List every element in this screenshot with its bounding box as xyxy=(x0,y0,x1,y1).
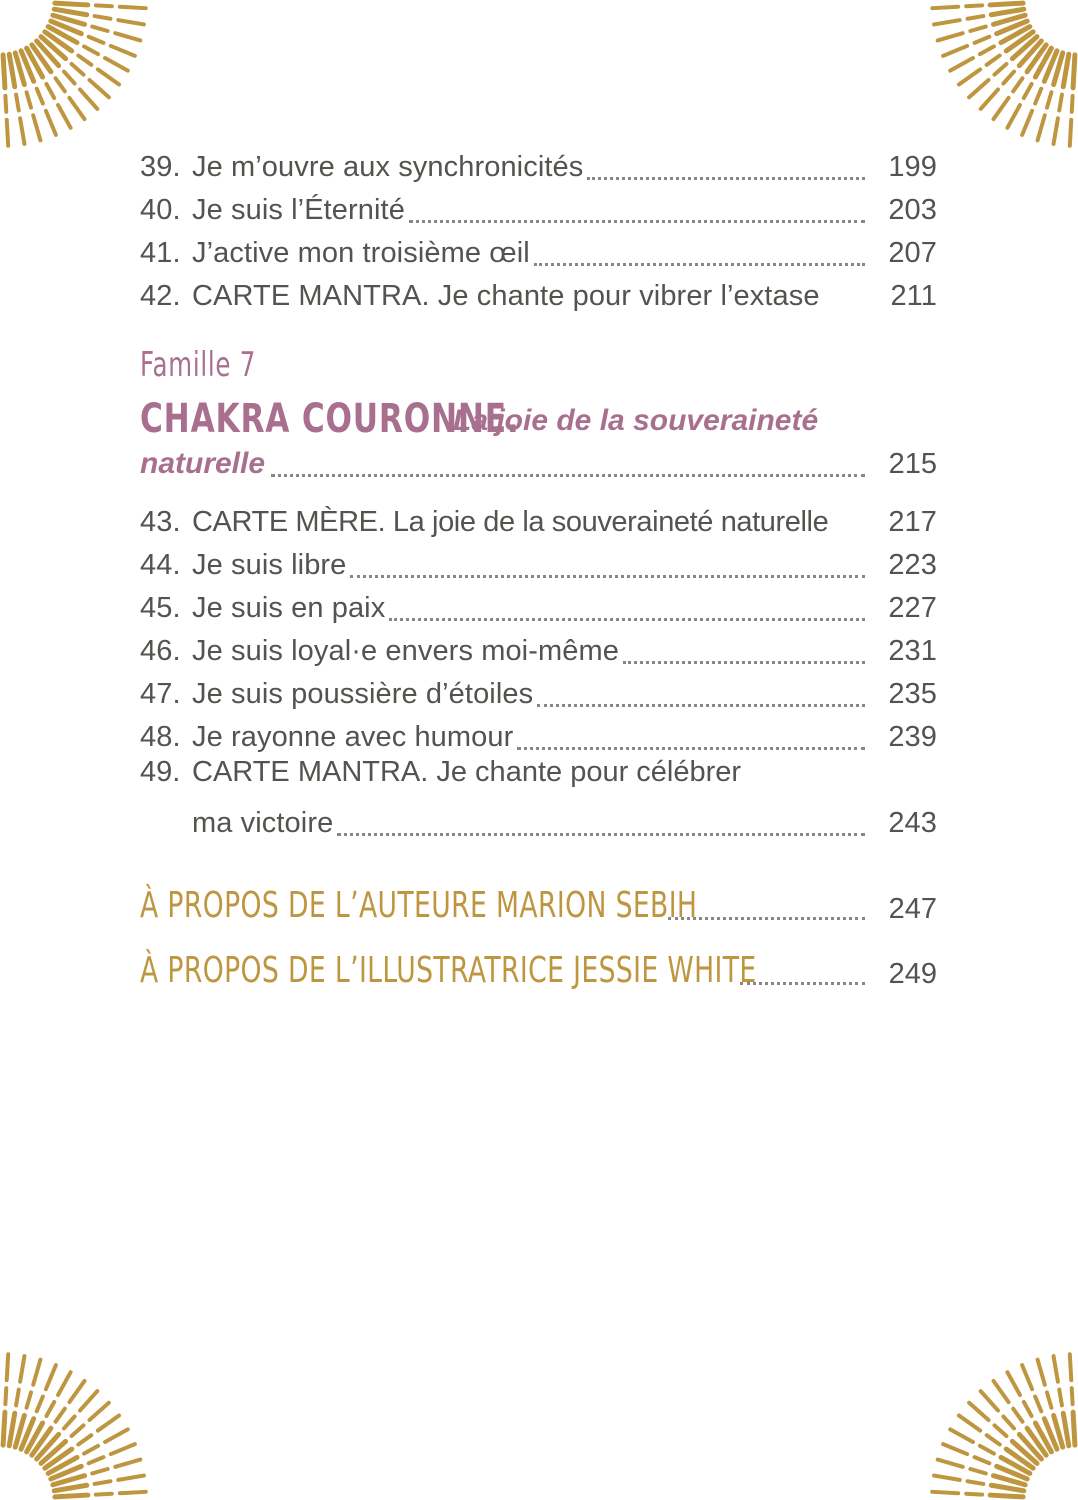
entry-page: 215 xyxy=(888,448,937,480)
entry-page: 231 xyxy=(888,635,937,667)
dot-leader xyxy=(740,974,865,985)
sunburst-ray xyxy=(1024,1402,1032,1416)
sunburst-ray xyxy=(1059,95,1062,111)
sunburst-ray xyxy=(1063,54,1069,87)
entry-number: 48. xyxy=(140,721,181,753)
entry-number: 46. xyxy=(140,635,181,667)
sunburst-ray xyxy=(46,84,54,98)
sunburst-ray xyxy=(1035,89,1041,104)
entry-page: 243 xyxy=(888,807,937,839)
sunburst-ray xyxy=(27,92,31,107)
sunburst-ray xyxy=(95,1481,111,1484)
entry-title: CARTE MANTRA. Je chante pour célébrer xyxy=(192,756,742,788)
sunburst-ray xyxy=(7,120,8,146)
sunburst-ray xyxy=(1024,84,1032,98)
sunburst-ray xyxy=(105,58,128,71)
section-subtitle-cont: naturelle xyxy=(140,447,266,480)
sunburst-ray xyxy=(980,1446,994,1454)
sunburst-ray xyxy=(1073,55,1075,88)
sunburst-ray xyxy=(80,89,97,108)
sunburst-ray xyxy=(92,27,107,31)
entry-title: CARTE MÈRE. La joie de la souveraineté naturelle xyxy=(192,506,829,538)
sunburst-ray xyxy=(58,105,71,128)
sunburst-ray xyxy=(1070,120,1071,146)
sunburst-ray xyxy=(990,1495,1023,1497)
entry-page: 203 xyxy=(888,194,937,226)
entry-number: 41. xyxy=(140,237,181,269)
sunburst-ray xyxy=(27,1392,31,1407)
sunburst-ray xyxy=(975,37,990,43)
sunburst-ray xyxy=(54,9,87,15)
sunburst-ray xyxy=(20,1356,24,1382)
entry-page: 211 xyxy=(890,280,937,312)
section-entry[interactable] xyxy=(140,441,937,481)
sunburst-ray xyxy=(1022,111,1032,135)
sunburst-ray xyxy=(1007,105,1020,128)
sunburst-ray xyxy=(1073,1412,1075,1445)
dot-leader xyxy=(350,567,865,578)
entry-title: Je suis loyal·e envers moi-même xyxy=(192,635,619,667)
sunburst-ray xyxy=(111,46,135,56)
sunburst-ray xyxy=(969,80,988,97)
sunburst-ray xyxy=(990,3,1023,5)
entry-page: 249 xyxy=(888,958,937,990)
entry-page: 227 xyxy=(888,592,937,624)
dot-leader xyxy=(271,466,865,477)
sunburst-ray xyxy=(981,89,998,108)
sunburst-ray xyxy=(58,1372,71,1395)
toc-entry-45[interactable] xyxy=(140,585,937,625)
sunburst-ray xyxy=(966,5,982,6)
section-title: CHAKRA COURONNE. xyxy=(140,396,520,442)
sunburst-ray xyxy=(84,46,98,54)
sunburst-ray xyxy=(95,16,111,19)
toc-entry-49-line2[interactable] xyxy=(140,800,937,840)
entry-number: 44. xyxy=(140,549,181,581)
entry-number: 39. xyxy=(140,151,181,183)
entry-page: 207 xyxy=(888,237,937,269)
sunburst-ray xyxy=(934,1476,960,1480)
toc-entry-49-line1[interactable] xyxy=(140,755,741,789)
section-heading xyxy=(140,396,819,442)
sunburst-ray xyxy=(1013,1409,1022,1422)
sunburst-icon xyxy=(928,0,1078,150)
entry-number: 40. xyxy=(140,194,181,226)
sunburst-ray xyxy=(932,7,958,8)
sunburst-ray xyxy=(46,111,56,135)
sunburst-ray xyxy=(69,1381,84,1402)
entry-title: Je suis poussière d’étoiles xyxy=(192,678,534,710)
dot-leader xyxy=(537,696,865,707)
sunburst-ray xyxy=(111,1444,135,1454)
sunburst-ray xyxy=(118,20,144,24)
section-subtitle: La joie de la souveraineté xyxy=(453,404,819,437)
toc-entry-46[interactable] xyxy=(140,628,937,668)
sunburst-ray xyxy=(1054,118,1058,144)
sunburst-ray xyxy=(64,72,75,84)
sunburst-ray xyxy=(89,37,104,43)
sunburst-ray xyxy=(987,1435,1000,1444)
sunburst-ray xyxy=(98,69,119,84)
sunburst-ray xyxy=(55,3,88,5)
dot-leader xyxy=(587,169,865,180)
about-label: À PROPOS DE L’ILLUSTRATRICE JESSIE WHITE xyxy=(140,950,757,991)
sunburst-ray xyxy=(1072,1388,1073,1404)
entry-page: 235 xyxy=(888,678,937,710)
sunburst-ray xyxy=(37,89,43,104)
sunburst-ray xyxy=(9,1413,15,1446)
sunburst-ray xyxy=(968,1481,984,1484)
sunburst-ray xyxy=(78,1435,91,1444)
sunburst-ray xyxy=(938,33,963,40)
entry-number: 47. xyxy=(140,678,181,710)
sunburst-ray xyxy=(72,64,84,75)
entry-title: Je rayonne avec humour xyxy=(192,721,514,753)
sunburst-ray xyxy=(89,1457,104,1463)
sunburst-ray xyxy=(1007,1372,1020,1395)
sunburst-ray xyxy=(1063,1413,1069,1446)
entry-title: Je suis libre xyxy=(192,549,347,581)
toc-about-author[interactable] xyxy=(140,876,937,926)
sunburst-ray xyxy=(950,1429,973,1442)
sunburst-ray xyxy=(115,33,140,40)
sunburst-ray xyxy=(46,1365,56,1389)
sunburst-ray xyxy=(1070,1354,1071,1380)
dot-leader xyxy=(409,212,865,223)
sunburst-ray xyxy=(969,1403,988,1420)
sunburst-ray xyxy=(37,1397,43,1412)
sunburst-ray xyxy=(1003,1416,1014,1428)
sunburst-ray xyxy=(3,55,5,88)
sunburst-ray xyxy=(55,1495,88,1497)
toc-entry-42[interactable] xyxy=(140,273,937,313)
about-label: À PROPOS DE L’AUTEURE MARION SEBIH xyxy=(140,885,698,926)
sunburst-ray xyxy=(994,1425,1006,1436)
sunburst-ray xyxy=(966,1494,982,1495)
sunburst-ray xyxy=(118,1476,144,1480)
sunburst-ray xyxy=(938,1460,963,1467)
sunburst-ray xyxy=(1013,78,1022,91)
sunburst-ray xyxy=(959,69,980,84)
sunburst-ray xyxy=(991,9,1024,15)
sunburst-ray xyxy=(46,1402,54,1416)
sunburst-ray xyxy=(943,46,967,56)
entry-number: 42. xyxy=(140,280,181,312)
sunburst-ray xyxy=(968,16,984,19)
dot-leader xyxy=(517,739,865,750)
sunburst-ray xyxy=(980,46,994,54)
sunburst-ray xyxy=(115,1460,140,1467)
toc-entry-41[interactable] xyxy=(140,230,937,270)
sunburst-ray xyxy=(64,1416,75,1428)
sunburst-ray xyxy=(975,1457,990,1463)
sunburst-ray xyxy=(981,1391,998,1410)
entry-title: J’active mon troisième œil xyxy=(192,237,530,269)
sunburst-icon xyxy=(0,0,150,150)
dot-leader xyxy=(534,255,865,266)
toc-entry-40[interactable] xyxy=(140,187,937,227)
sunburst-ray xyxy=(1054,1356,1058,1382)
entry-page: 247 xyxy=(888,893,937,925)
toc-entry-47[interactable] xyxy=(140,671,937,711)
sunburst-ray xyxy=(20,118,24,144)
sunburst-ray xyxy=(1072,96,1073,112)
entry-number: 45. xyxy=(140,592,181,624)
sunburst-ray xyxy=(1047,92,1051,107)
entry-page: 199 xyxy=(888,151,937,183)
sunburst-ray xyxy=(1035,1397,1041,1412)
entry-title: Je suis en paix xyxy=(192,592,386,624)
sunburst-ray xyxy=(120,1492,146,1493)
sunburst-ray xyxy=(96,1494,112,1495)
sunburst-ray xyxy=(1003,72,1014,84)
toc-entry-43[interactable] xyxy=(140,499,937,539)
sunburst-ray xyxy=(56,78,65,91)
sunburst-ray xyxy=(96,5,112,6)
sunburst-ray xyxy=(3,1412,5,1445)
sunburst-ray xyxy=(92,1469,107,1473)
sunburst-ray xyxy=(33,1360,40,1385)
sunburst-ray xyxy=(1047,1392,1051,1407)
sunburst-ray xyxy=(1038,115,1045,140)
sunburst-ray xyxy=(69,98,84,119)
dot-leader xyxy=(668,909,865,920)
sunburst-ray xyxy=(80,1391,97,1410)
sunburst-ray xyxy=(970,1469,985,1473)
entry-page: 217 xyxy=(888,506,937,538)
sunburst-ray xyxy=(932,1492,958,1493)
sunburst-ray xyxy=(994,64,1006,75)
section-family-label: Famille 7 xyxy=(140,345,256,385)
sunburst-ray xyxy=(9,54,15,87)
sunburst-ray xyxy=(16,1390,19,1406)
sunburst-ray xyxy=(1038,1360,1045,1385)
sunburst-ray xyxy=(56,1409,65,1422)
entry-title: Je suis l’Éternité xyxy=(192,194,405,226)
sunburst-ray xyxy=(943,1444,967,1454)
sunburst-ray xyxy=(72,1425,84,1436)
entry-title: Je m’ouvre aux synchronicités xyxy=(192,151,584,183)
sunburst-ray xyxy=(950,58,973,71)
toc-entry-44[interactable] xyxy=(140,542,937,582)
toc-entry-39[interactable] xyxy=(140,144,937,184)
sunburst-ray xyxy=(987,56,1000,65)
entry-title-cont: ma victoire xyxy=(192,807,334,839)
entry-page: 223 xyxy=(888,549,937,581)
sunburst-ray xyxy=(105,1429,128,1442)
sunburst-ray xyxy=(994,1381,1009,1402)
dot-leader xyxy=(389,610,865,621)
sunburst-ray xyxy=(994,98,1009,119)
sunburst-ray xyxy=(89,1403,108,1420)
sunburst-ray xyxy=(934,20,960,24)
sunburst-ray xyxy=(5,1388,6,1404)
sunburst-ray xyxy=(54,1485,87,1491)
sunburst-ray xyxy=(16,95,19,111)
toc-about-illustrator[interactable] xyxy=(140,941,937,991)
entry-number: 49. xyxy=(140,756,181,788)
sunburst-ray xyxy=(5,96,6,112)
entry-title: CARTE MANTRA. Je chante pour vibrer l’extase xyxy=(192,280,820,312)
sunburst-ray xyxy=(78,56,91,65)
sunburst-ray xyxy=(1022,1365,1032,1389)
sunburst-ray xyxy=(970,27,985,31)
sunburst-ray xyxy=(1059,1390,1062,1406)
sunburst-ray xyxy=(89,80,108,97)
sunburst-icon xyxy=(928,1350,1078,1500)
sunburst-ray xyxy=(84,1446,98,1454)
dot-leader xyxy=(623,653,865,664)
sunburst-ray xyxy=(120,7,146,8)
dot-leader xyxy=(337,825,865,836)
sunburst-ray xyxy=(33,115,40,140)
sunburst-ray xyxy=(991,1485,1024,1491)
entry-number: 43. xyxy=(140,506,181,538)
entry-page: 239 xyxy=(888,721,937,753)
sunburst-ray xyxy=(7,1354,8,1380)
toc-entry-48[interactable] xyxy=(140,714,937,754)
sunburst-ray xyxy=(959,1416,980,1431)
sunburst-icon xyxy=(0,1350,150,1500)
sunburst-ray xyxy=(98,1416,119,1431)
